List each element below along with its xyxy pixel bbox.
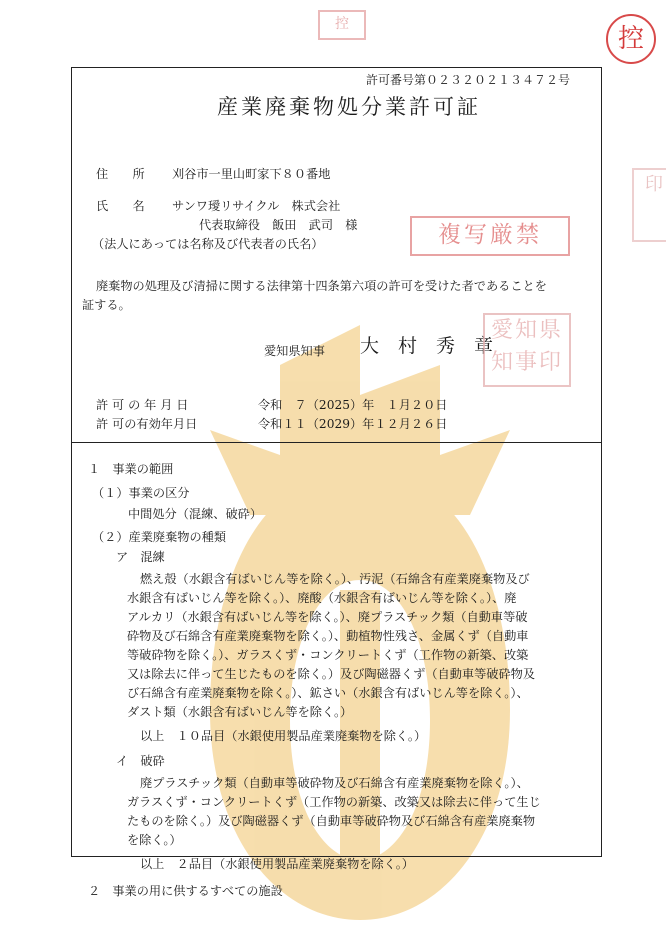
mixing-line: アルカリ（水銀含有ばいじん等を除く。）、廃プラスチック類（自動車等破	[127, 610, 528, 624]
expiry-date-label: 許 可の有効年月日	[96, 417, 198, 431]
name-note: （法人にあっては名称及び代表者の氏名）	[92, 237, 324, 251]
mixing-line: 等破砕物を除く。）、ガラスくず・コンクリートくず（工作物の新築、改築	[127, 648, 529, 662]
section-divider	[71, 442, 602, 443]
facilities-heading: ２ 事業の用に供するすべての施設	[88, 884, 283, 898]
circle-control-stamp: 控	[606, 14, 656, 64]
mixing-line: 燃え殻（水銀含有ばいじん等を除く。）、汚泥（石綿含有産業廃棄物及び	[140, 572, 530, 586]
mixing-total: 以上 １０品目（水銀使用製品産業廃棄物を除く。）	[140, 729, 427, 743]
crushing-heading: イ 破砕	[116, 754, 165, 768]
address-label: 住 所	[96, 167, 145, 181]
copy-prohibited-stamp: 複写厳禁	[410, 216, 570, 256]
permit-date-value: 令和 ７（2025）年 １月２０日	[258, 398, 448, 412]
mixing-line: 砕物及び石綿含有産業廃棄物を除く。）、動植物性残さ、金属くず（自動車	[127, 629, 529, 643]
certification-line-1: 廃棄物の処理及び清掃に関する法律第十四条第六項の許可を受けた者であることを	[96, 279, 547, 293]
crushing-line: ガラスくず・コンクリートくず（工作物の新築、改築又は除去に伴って生じ	[127, 795, 541, 809]
types-heading: （２）産業廃棄物の種類	[92, 530, 227, 544]
side-seal-mark: 印	[632, 168, 666, 242]
top-stamp-mark: 控	[318, 10, 366, 40]
document-title: 産業廃棄物処分業許可証	[217, 95, 481, 119]
name-label: 氏 名	[96, 199, 145, 213]
mixing-line: 水銀含有ばいじん等を除く。）、廃酸（水銀含有ばいじん等を除く。）、廃	[127, 591, 517, 605]
permit-number: 許可番号第０２３２０２１３４７２号	[366, 73, 571, 87]
scope-heading: １ 事業の範囲	[88, 462, 174, 476]
mixing-heading: ア 混練	[116, 550, 165, 564]
category-heading: （１）事業の区分	[92, 486, 190, 500]
mixing-line: び石綿含有産業廃棄物を除く。）、鉱さい（水銀含有ばいじん等を除く。）、	[127, 686, 529, 700]
governor-title: 愛知県知事	[264, 344, 325, 358]
expiry-date-value: 令和１１（2029）年１２月２６日	[258, 417, 448, 431]
crushing-line: たものを除く。）及び陶磁器くず（自動車等破砕物及び石綿含有産業廃棄物	[127, 814, 536, 828]
crushing-line: 廃プラスチック類（自動車等破砕物及び石綿含有産業廃棄物を除く。）、	[140, 776, 529, 790]
governor-name: 大 村 秀 章	[360, 335, 494, 357]
certification-line-2: 証する。	[82, 298, 131, 312]
company-name: サンワ璦リサイクル 株式会社	[172, 199, 341, 213]
permit-date-label: 許 可 の 年 月 日	[96, 398, 189, 412]
mixing-line: 又は除去に伴って生じたものを除く。）及び陶磁器くず（自動車等破砕物及	[127, 667, 536, 681]
governor-seal: 愛知県知事印	[483, 313, 571, 387]
address-value: 刈谷市一里山町家下８０番地	[172, 167, 331, 181]
crushing-total: 以上 ２品目（水銀使用製品産業廃棄物を除く。）	[140, 857, 414, 871]
mixing-line: ダスト類（水銀含有ばいじん等を除く。）	[127, 705, 353, 719]
representative-name: 代表取締役 飯田 武司 様	[199, 218, 358, 232]
crushing-line: を除く。）	[127, 833, 182, 847]
category-value: 中間処分（混練、破砕）	[128, 507, 263, 521]
